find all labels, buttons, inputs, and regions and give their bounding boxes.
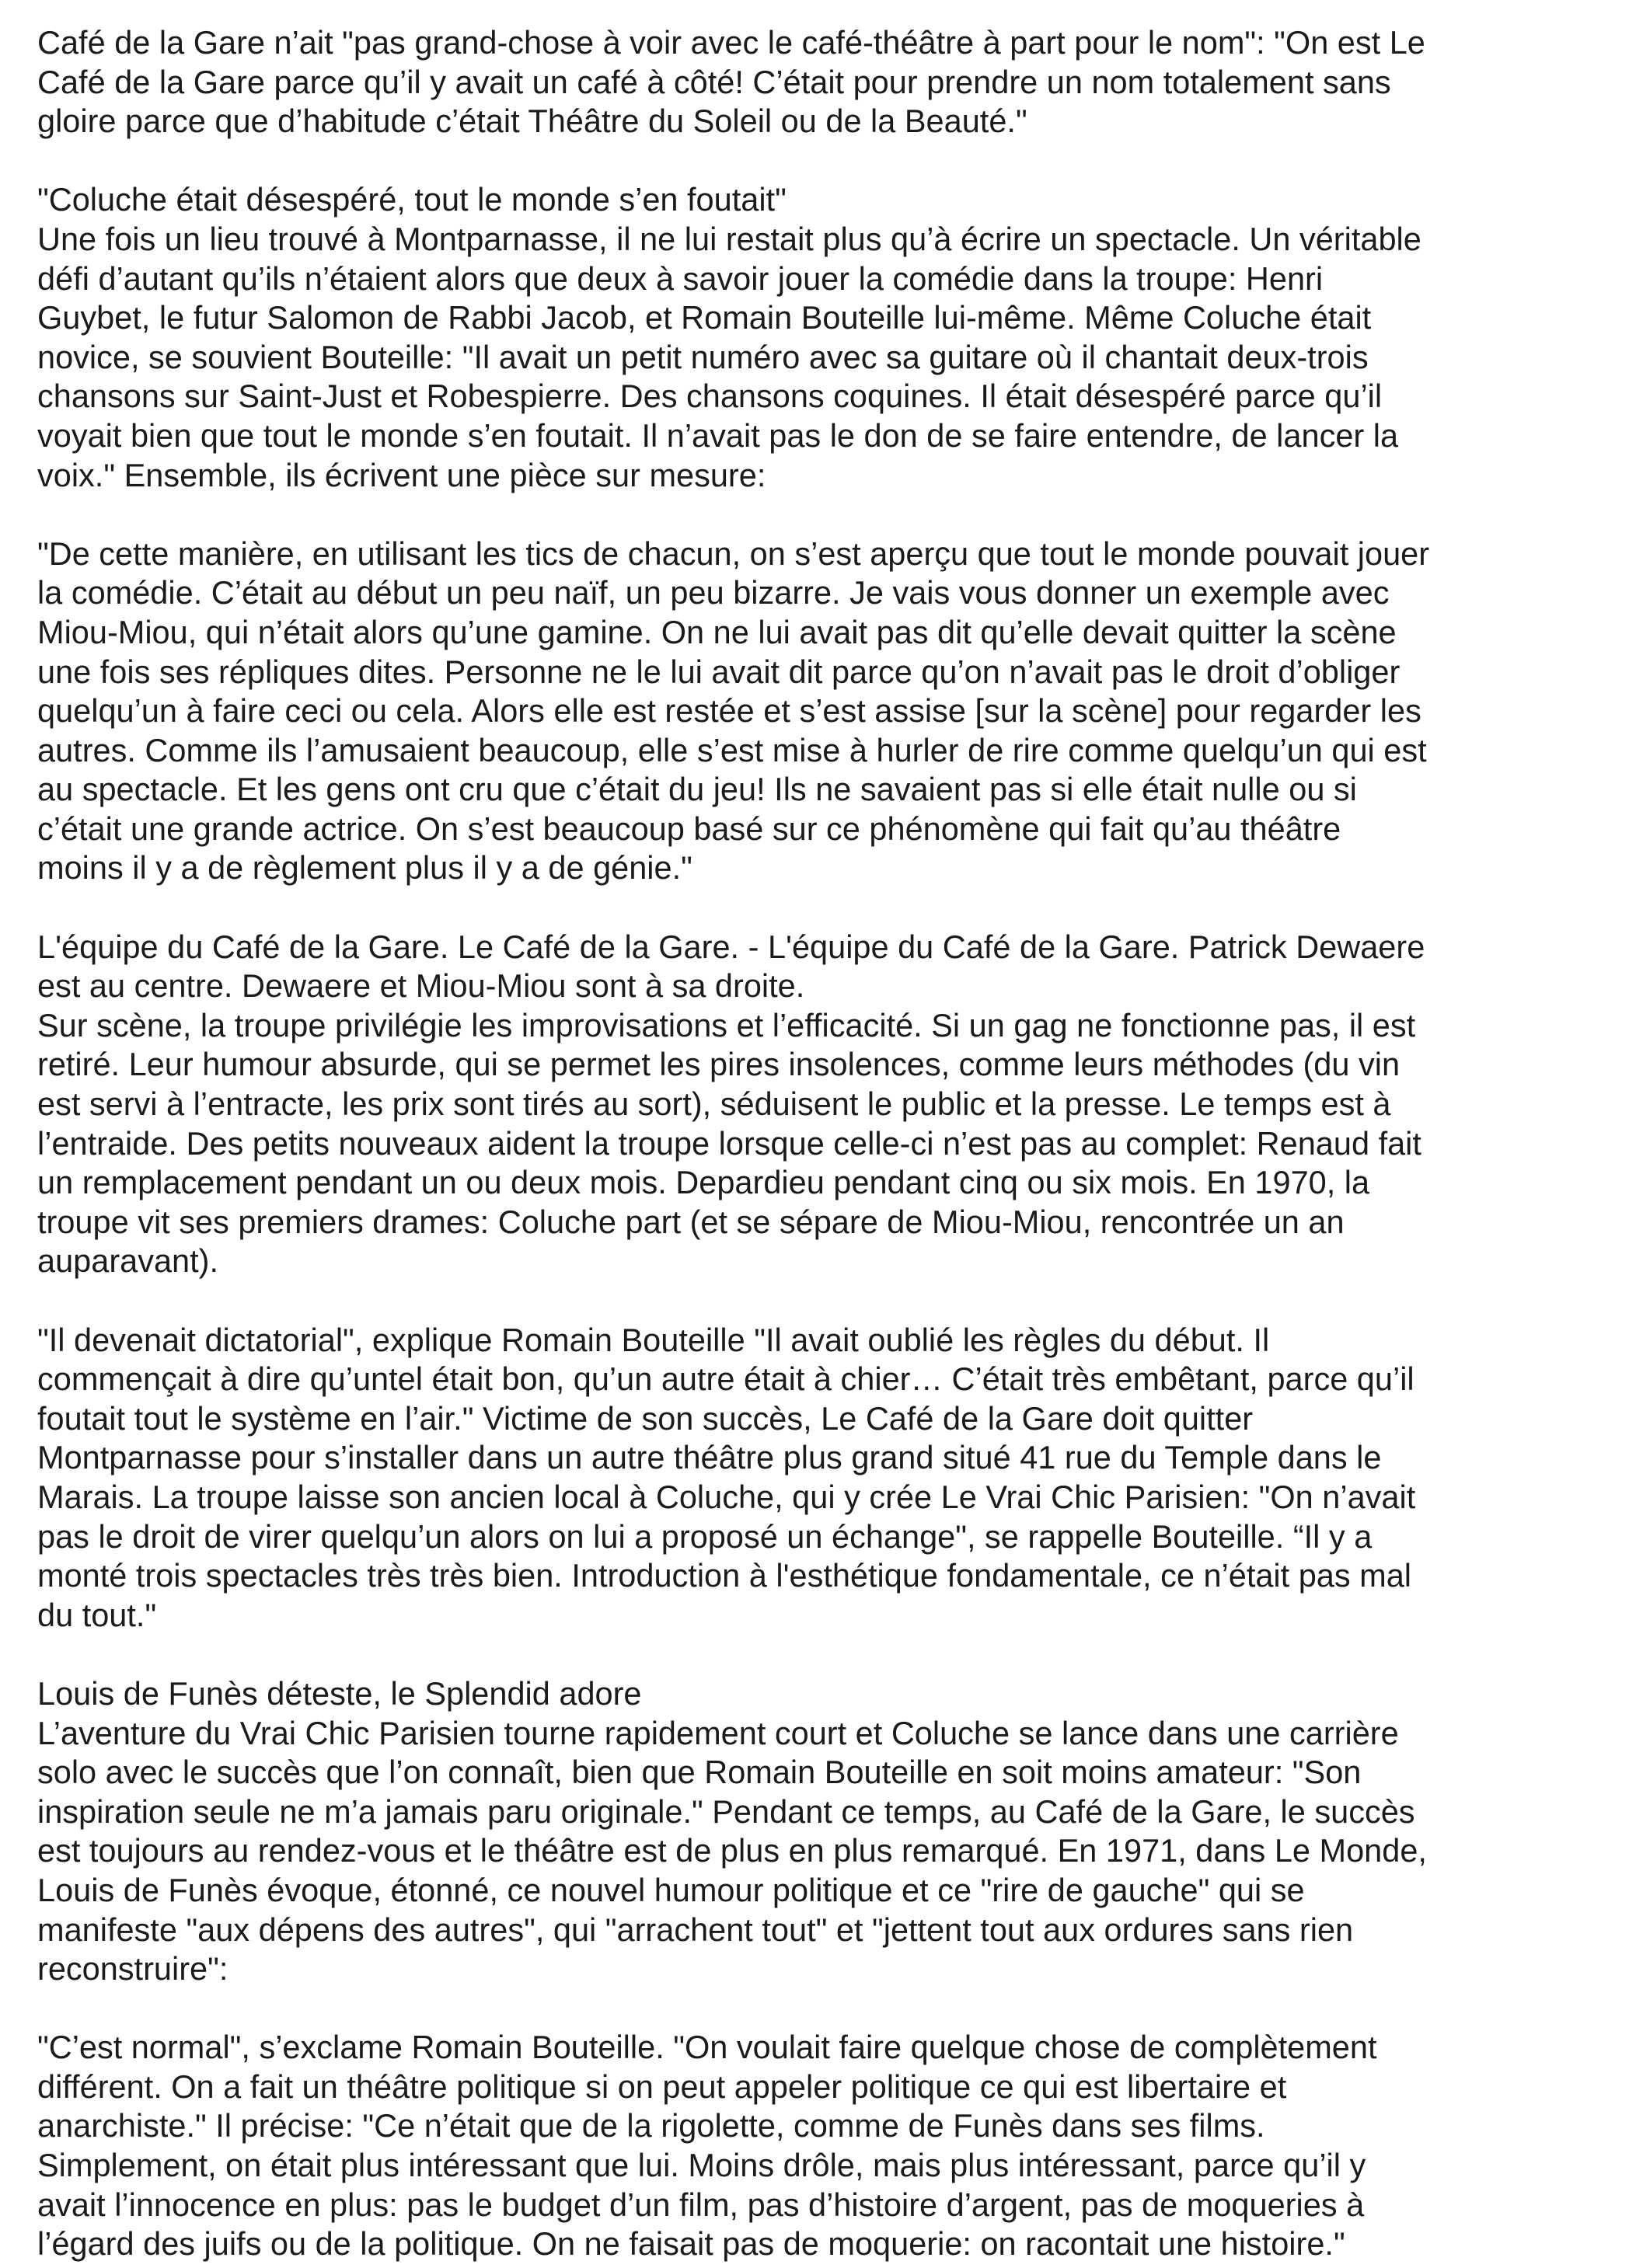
text-line: troupe vit ses premiers drames: Coluche part (et se sépare de Miou-Miou, rencontrée un an <box>37 1203 1345 1240</box>
text-line: au spectacle. Et les gens ont cru que c’était du jeu! Ils ne savaient pas si elle était nulle ou si <box>37 771 1357 808</box>
text-line: un remplacement pendant un ou deux mois. Depardieu pendant cinq ou six mois. En 1970, la <box>37 1164 1370 1201</box>
paragraph-spacer <box>37 1281 1603 1321</box>
text-line: retiré. Leur humour absurde, qui se permet les pires insolences, comme leurs méthodes (du vin <box>37 1046 1401 1083</box>
text-line: "C’est normal", s’exclame Romain Bouteille. "On voulait faire quelque chose de complètement <box>37 2029 1377 2066</box>
text-line: quelqu’un à faire ceci ou cela. Alors elle est restée et s’est assise [sur la scène] pour regarder les <box>37 692 1421 730</box>
text-line: anarchiste." Il précise: "Ce n’était que de la rigolette, comme de Funès dans ses films. <box>37 2107 1265 2144</box>
paragraph-equipe <box>37 928 1603 1281</box>
text-line: voyait bien que tout le monde s’en foutait. Il n’avait pas le don de se faire entendre, de lancer la <box>37 416 1399 454</box>
text-line: Louis de Funès déteste, le Splendid adore <box>37 1674 642 1712</box>
text-line: Café de la Gare parce qu’il y avait un café à côté! C’était pour prendre un nom totalement sans <box>37 63 1391 100</box>
paragraph-intro <box>37 23 1603 141</box>
text-line: Marais. La troupe laisse son ancien local à Coluche, qui y crée Le Vrai Chic Parisien: "On n’avait <box>37 1478 1416 1515</box>
text-line: l’égard des juifs ou de la politique. On ne faisait pas de moquerie: on racontait une histoire." <box>37 2225 1345 2263</box>
text-line: "Coluche était désespéré, tout le monde s’en foutait" <box>37 181 787 218</box>
text-line: défi d’autant qu’ils n’étaient alors que deux à savoir jouer la comédie dans la troupe: Henri <box>37 260 1324 297</box>
paragraph-quote-miou-miou <box>37 535 1603 888</box>
text-line: c’était une grande actrice. On s’est beaucoup basé sur ce phénomène qui fait qu’au théâtre <box>37 810 1341 847</box>
text-line: Louis de Funès évoque, étonné, ce nouvel humour politique et ce "rire de gauche" qui se <box>37 1871 1305 1908</box>
text-line: Guybet, le futur Salomon de Rabbi Jacob, et Romain Bouteille lui-même. Même Coluche était <box>37 299 1372 336</box>
text-line: Miou-Miou, qui n’était alors qu’une gamine. On ne lui avait pas dit qu’elle devait quitter la scène <box>37 613 1397 650</box>
text-line: voix." Ensemble, ils écrivent une pièce sur mesure: <box>37 456 766 493</box>
text-line: autres. Comme ils l’amusaient beaucoup, elle s’est mise à hurler de rire comme quelqu’un qui est <box>37 731 1427 768</box>
text-line: différent. On a fait un théâtre politique si on peut appeler politique ce qui est libertaire et <box>37 2068 1287 2105</box>
text-line: une fois ses répliques dites. Personne ne le lui avait dit parce qu’on n’avait pas le droit d’obliger <box>37 653 1401 690</box>
text-line: L'équipe du Café de la Gare. Le Café de la Gare. - L'équipe du Café de la Gare. Patrick Dewaere <box>37 928 1425 965</box>
text-line: auparavant). <box>37 1242 219 1280</box>
text-line: gloire parce que d’habitude c’était Théâtre du Soleil ou de la Beauté." <box>37 103 1027 140</box>
text-line: est servi à l’entracte, les prix sont tirés au sort), séduisent le public et la presse. Le temps est à <box>37 1085 1391 1123</box>
text-line: Simplement, on était plus intéressant que lui. Moins drôle, mais plus intéressant, parce qu’il y <box>37 2147 1366 2184</box>
text-line: l’entraide. Des petits nouveaux aident la troupe lorsque celle-ci n’est pas au complet: Renaud fait <box>37 1124 1421 1162</box>
text-line: Sur scène, la troupe privilégie les improvisations et l’efficacité. Si un gag ne fonctionne pas, il est <box>37 1006 1416 1043</box>
text-line: solo avec le succès que l’on connaît, bien que Romain Bouteille en soit moins amateur: "Son <box>37 1754 1362 1791</box>
paragraph-coluche-desespere <box>37 180 1603 495</box>
paragraph-spacer <box>37 1635 1603 1674</box>
text-line: du tout." <box>37 1596 157 1633</box>
text-line: novice, se souvient Bouteille: "Il avait un petit numéro avec sa guitare où il chantait deux-trois <box>37 338 1369 375</box>
text-line: "Il devenait dictatorial", explique Romain Bouteille "Il avait oublié les règles du début. Il <box>37 1321 1270 1358</box>
paragraph-spacer <box>37 141 1603 181</box>
paragraph-cest-normal <box>37 2028 1603 2264</box>
text-line: manifeste "aux dépens des autres", qui "arrachent tout" et "jettent tout aux ordures sans rien <box>37 1911 1354 1948</box>
text-line: la comédie. C’était au début un peu naïf, un peu bizarre. Je vais vous donner un exemple avec <box>37 574 1390 611</box>
text-line: Montparnasse pour s’installer dans un autre théâtre plus grand situé 41 rue du Temple dans le <box>37 1439 1382 1476</box>
paragraph-spacer <box>37 1989 1603 2029</box>
text-line: avait l’innocence en plus: pas le budget d’un film, pas d’histoire d’argent, pas de moqueries à <box>37 2186 1365 2223</box>
paragraph-de-funes <box>37 1674 1603 1989</box>
text-line: est toujours au rendez-vous et le théâtre est de plus en plus remarqué. En 1971, dans Le Monde, <box>37 1832 1427 1869</box>
text-line: reconstruire": <box>37 1950 228 1988</box>
paragraph-spacer <box>37 495 1603 535</box>
article-body <box>37 23 1603 2264</box>
text-line: foutait tout le système en l’air." Victime de son succès, Le Café de la Gare doit quitter <box>37 1399 1254 1437</box>
text-line: chansons sur Saint-Just et Robespierre. Des chansons coquines. Il était désespéré parce qu’il <box>37 378 1383 415</box>
text-line: inspiration seule ne m’a jamais paru originale." Pendant ce temps, au Café de la Gare, le succès <box>37 1792 1415 1830</box>
text-line: moins il y a de règlement plus il y a de génie." <box>37 849 692 887</box>
paragraph-spacer <box>37 888 1603 928</box>
paragraph-dictatorial <box>37 1321 1603 1636</box>
text-line: pas le droit de virer quelqu’un alors on lui a proposé un échange", se rappelle Bouteille. “Il y a <box>37 1517 1373 1555</box>
text-line: Café de la Gare n’ait "pas grand-chose à voir avec le café-théâtre à part pour le nom": "On est Le <box>37 24 1425 61</box>
text-line: "De cette manière, en utilisant les tics de chacun, on s’est aperçu que tout le monde pouvait jouer <box>37 535 1430 572</box>
text-line: monté trois spectacles très très bien. Introduction à l'esthétique fondamentale, ce n’était pas mal <box>37 1557 1412 1594</box>
text-line: est au centre. Dewaere et Miou-Miou sont à sa droite. <box>37 967 805 1005</box>
text-line: L’aventure du Vrai Chic Parisien tourne rapidement court et Coluche se lance dans une carrière <box>37 1714 1399 1751</box>
text-line: Une fois un lieu trouvé à Montparnasse, il ne lui restait plus qu’à écrire un spectacle. Un véritable <box>37 220 1421 257</box>
text-line: commençait à dire qu’untel était bon, qu’un autre était à chier… C’était très embêtant, parce qu’il <box>37 1360 1414 1398</box>
